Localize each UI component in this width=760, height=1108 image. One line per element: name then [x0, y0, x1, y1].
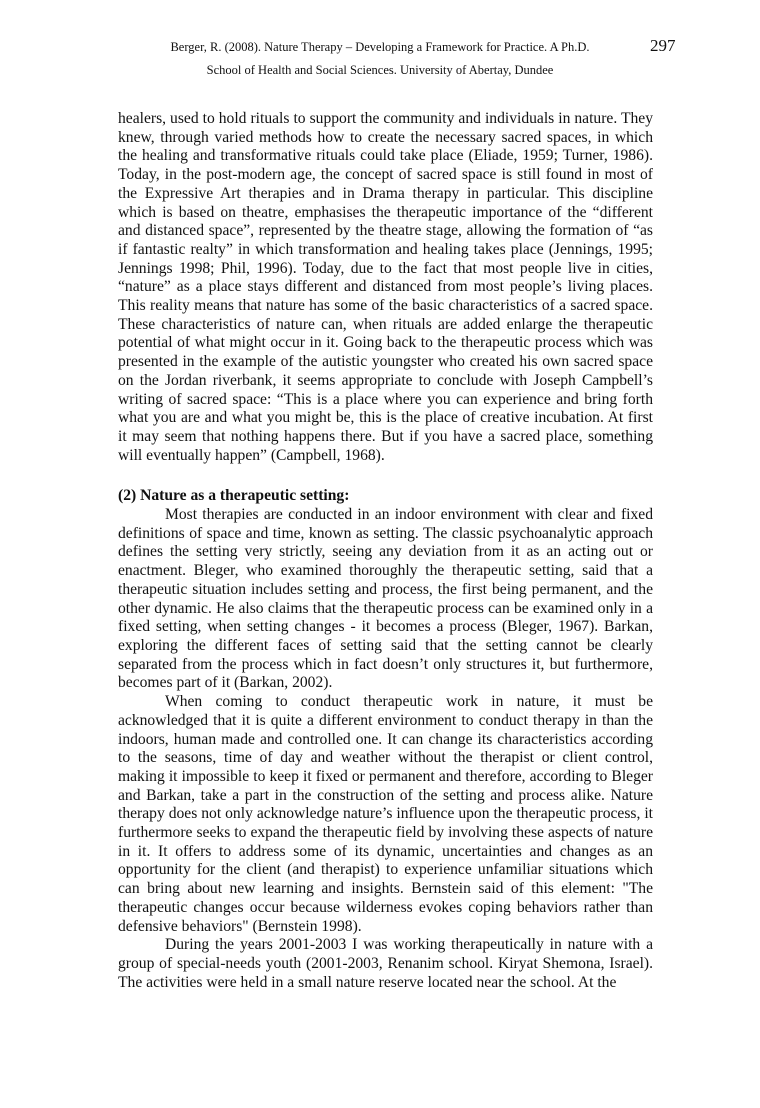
page-number: 297: [650, 36, 676, 55]
paragraph-sacred-space: healers, used to hold rituals to support the community and individuals in nature. They knew, through varied methods how to create the necessary sacred spaces, in which the healing and transformative rituals could take place (Eliade, 1959; Turner, 1986). Today, in the post-modern age, the concept of sacred space is still found in most of the Expressive Art therapies and in Drama therapy in particular. This discipline which is based on theatre, emphasises the therapeutic importance of the “different and distanced space”, represented by the theatre stage, allowing the formation of “as if fantastic realty” in which transformation and healing takes place (Jennings, 1995; Jennings 1998; Phil, 1996). Today, due to the fact that most people live in cities, “nature” as a place stays different and distanced from most people’s living places. This reality means that nature has some of the basic characteristics of a sacred space. These characteristics of nature can, when rituals are added enlarge the therapeutic potential of what might occur in it. Going back to the therapeutic process which was presented in the example of the autistic youngster who created his own sacred space on the Jordan riverbank, it seems appropriate to conclude with Joseph Campbell’s writing of sacred space: “This is a place where you can experience and bring forth what you are and what you might be, this is the place of creative incubation. At first it may seem that nothing happens there. But if you have a sacred place, something will eventually happen” (Campbell, 1968).: [118, 110, 653, 464]
running-header-school: School of Health and Social Sciences. University of Abertay, Dundee: [206, 63, 554, 77]
section-heading: (2) Nature as a therapeutic setting:: [118, 487, 350, 505]
paragraph-nature-environment: When coming to conduct therapeutic work in nature, it must be acknowledged that it is quite a different environment to conduct therapy in than the indoors, human made and controlled one. It can change its characteristics according to the seasons, time of day and weather without the therapist or client control, making it impossible to keep it fixed or permanent and therefore, according to Bleger and Barkan, take a part in the construction of the setting and process alike. Nature therapy does not only acknowledge nature’s influence upon the therapeutic process, it furthermore seeks to expand the therapeutic field by involving these aspects of nature in it. It offers to address some of its dynamic, uncertainties and changes as an opportunity for the client (and therapist) to experience unfamiliar situations which can bring about new learning and insights. Bernstein said of this element: "The therapeutic changes occur because wilderness evokes coping behaviors rather than defensive behaviors" (Bernstein 1998).: [118, 693, 653, 935]
paragraph-setting: Most therapies are conducted in an indoor environment with clear and fixed definitions of space and time, known as setting. The classic psychoanalytic approach defines the setting very strictly, seeing any deviation from it as an acting out or enactment. Bleger, who examined thoroughly the therapeutic setting, said that a therapeutic situation includes setting and process, the first being permanent, and the other dynamic. He also claims that the therapeutic process can be examined only in a fixed setting, when setting changes - it becomes a process (Bleger, 1967). Barkan, exploring the different faces of setting said that the setting cannot be clearly separated from the process which in fact doesn’t only structures it, but furthermore, becomes part of it (Barkan, 2002).: [118, 506, 653, 692]
running-header-citation: Berger, R. (2008). Nature Therapy – Developing a Framework for Practice. A Ph.D.: [170, 40, 590, 54]
body-text: [118, 110, 653, 992]
paragraph-special-needs-youth: During the years 2001-2003 I was working therapeutically in nature with a group of special-needs youth (2001-2003, Renanim school. Kiryat Shemona, Israel). The activities were held in a small nature reserve located near the school. At the: [118, 936, 653, 991]
